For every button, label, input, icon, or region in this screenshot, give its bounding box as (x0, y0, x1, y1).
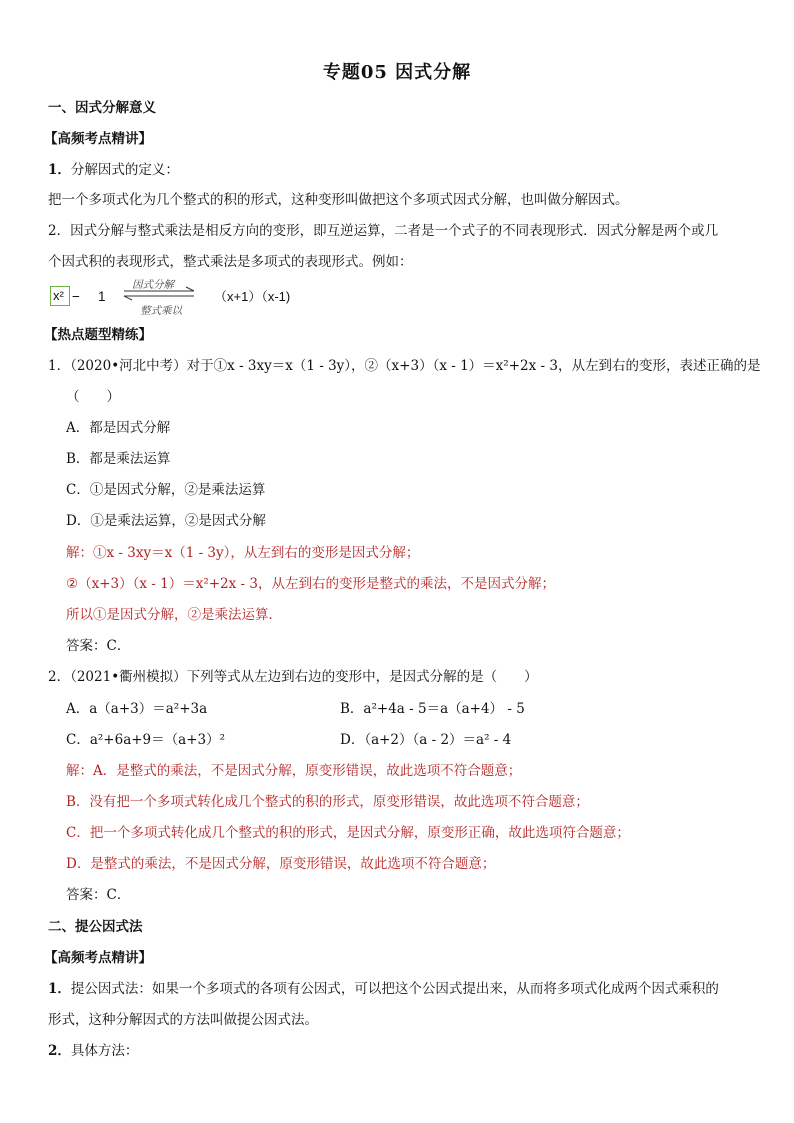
example-minus: − (72, 289, 80, 304)
section-2-point-1-number: 1． (48, 981, 71, 997)
section-2-point-2 (48, 1041, 138, 1061)
example-result: （x+1）（x-1) (214, 289, 291, 304)
section-1-subheading-2: 【热点题型精练】 (44, 327, 152, 343)
section-1-heading: 一、因式分解意义 (48, 100, 156, 116)
example-label-factorize: 因式分解 (132, 279, 174, 291)
solution-1-line-3: 所以①是因式分解，②是乘法运算． (66, 607, 282, 623)
question-1-option-c: C．①是因式分解，②是乘法运算 (66, 482, 266, 498)
solution-1-line-2: ②（x+3）（x - 1）＝x²+2x - 3，从左到右的变形是整式的乘法，不是因式分解； (66, 576, 555, 592)
section-2-point-1-line-2: 形式，这种分解因式的方法叫做提公因式法。 (48, 1012, 318, 1028)
section-2-point-1-line-1 (48, 979, 719, 999)
example-arrows-icon (122, 286, 198, 302)
question-1-option-b: B．都是乘法运算 (66, 451, 171, 467)
question-1-line-1: 1．（2020•河北中考）对于①x - 3xy＝x（1 - 3y），②（x+3）（x - 1）＝x²+2x - 3，从左到右的变形，表述正确的是 (48, 358, 761, 374)
question-2-option-c: C．a²+6a+9＝（a+3）² (66, 732, 226, 748)
point-2-line-1: 2．因式分解与整式乘法是相反方向的变形，即互逆运算，二者是一个式子的不同表现形式．因式分解是两个或几 (48, 223, 719, 239)
definition-text: 把一个多项式化为几个整式的积的形式，这种变形叫做把这个多项式因式分解，也叫做分解因式。 (48, 192, 629, 208)
example-one: 1 (98, 289, 106, 304)
point-1 (48, 160, 179, 180)
question-1-option-d: D．①是乘法运算，②是因式分解 (66, 513, 266, 529)
answer-1: 答案：C． (66, 638, 131, 654)
answer-2: 答案：C． (66, 887, 131, 903)
section-2-point-2-number: 2． (48, 1043, 71, 1059)
question-2: 2．（2021•衢州模拟）下列等式从左边到右边的变形中，是因式分解的是（ ） (48, 669, 538, 685)
solution-2-line-4: D．是整式的乘法，不是因式分解，原变形错误，故此选项不符合题意； (66, 856, 496, 872)
point-1-text: 分解因式的定义： (70, 162, 179, 178)
question-2-option-a: A．a（a+3）＝a²+3a (66, 701, 208, 717)
section-1-subheading-1: 【高频考点精讲】 (44, 131, 152, 147)
solution-2-line-1: 解：A．是整式的乘法，不是因式分解，原变形错误，故此选项不符合题意； (66, 763, 522, 779)
point-2-line-2: 个因式积的表现形式，整式乘法是多项式的表现形式。例如： (48, 254, 413, 270)
solution-2-line-3: C．把一个多项式转化成几个整式的积的形式，是因式分解，原变形正确，故此选项符合题意； (66, 825, 630, 841)
example-x-squared: x² (50, 286, 70, 306)
section-2-heading: 二、提公因式法 (48, 919, 143, 935)
question-2-option-d: D．（a+2）（a - 2）＝a² - 4 (340, 732, 512, 748)
page-title: 专题05 因式分解 (322, 62, 472, 83)
example-label-multiply: 整式乘以 (140, 305, 182, 317)
section-2-point-2-text: 具体方法： (70, 1043, 139, 1059)
question-2-option-b: B．a²+4a - 5＝a（a+4） - 5 (340, 701, 525, 717)
section-2-subheading-1: 【高频考点精讲】 (44, 950, 152, 966)
section-2-point-1-text: 提公因式法：如果一个多项式的各项有公因式，可以把这个公因式提出来，从而将多项式化成两个因式乘积的 (70, 981, 719, 997)
solution-2-line-2: B．没有把一个多项式转化成几个整式的积的形式，原变形错误，故此选项不符合题意； (66, 794, 589, 810)
point-1-number: 1． (48, 162, 71, 178)
solution-1-line-1: 解：①x - 3xy＝x（1 - 3y），从左到右的变形是因式分解； (66, 545, 420, 561)
question-1-option-a: A．都是因式分解 (66, 420, 171, 436)
question-1-line-2: （ ） (66, 389, 120, 405)
